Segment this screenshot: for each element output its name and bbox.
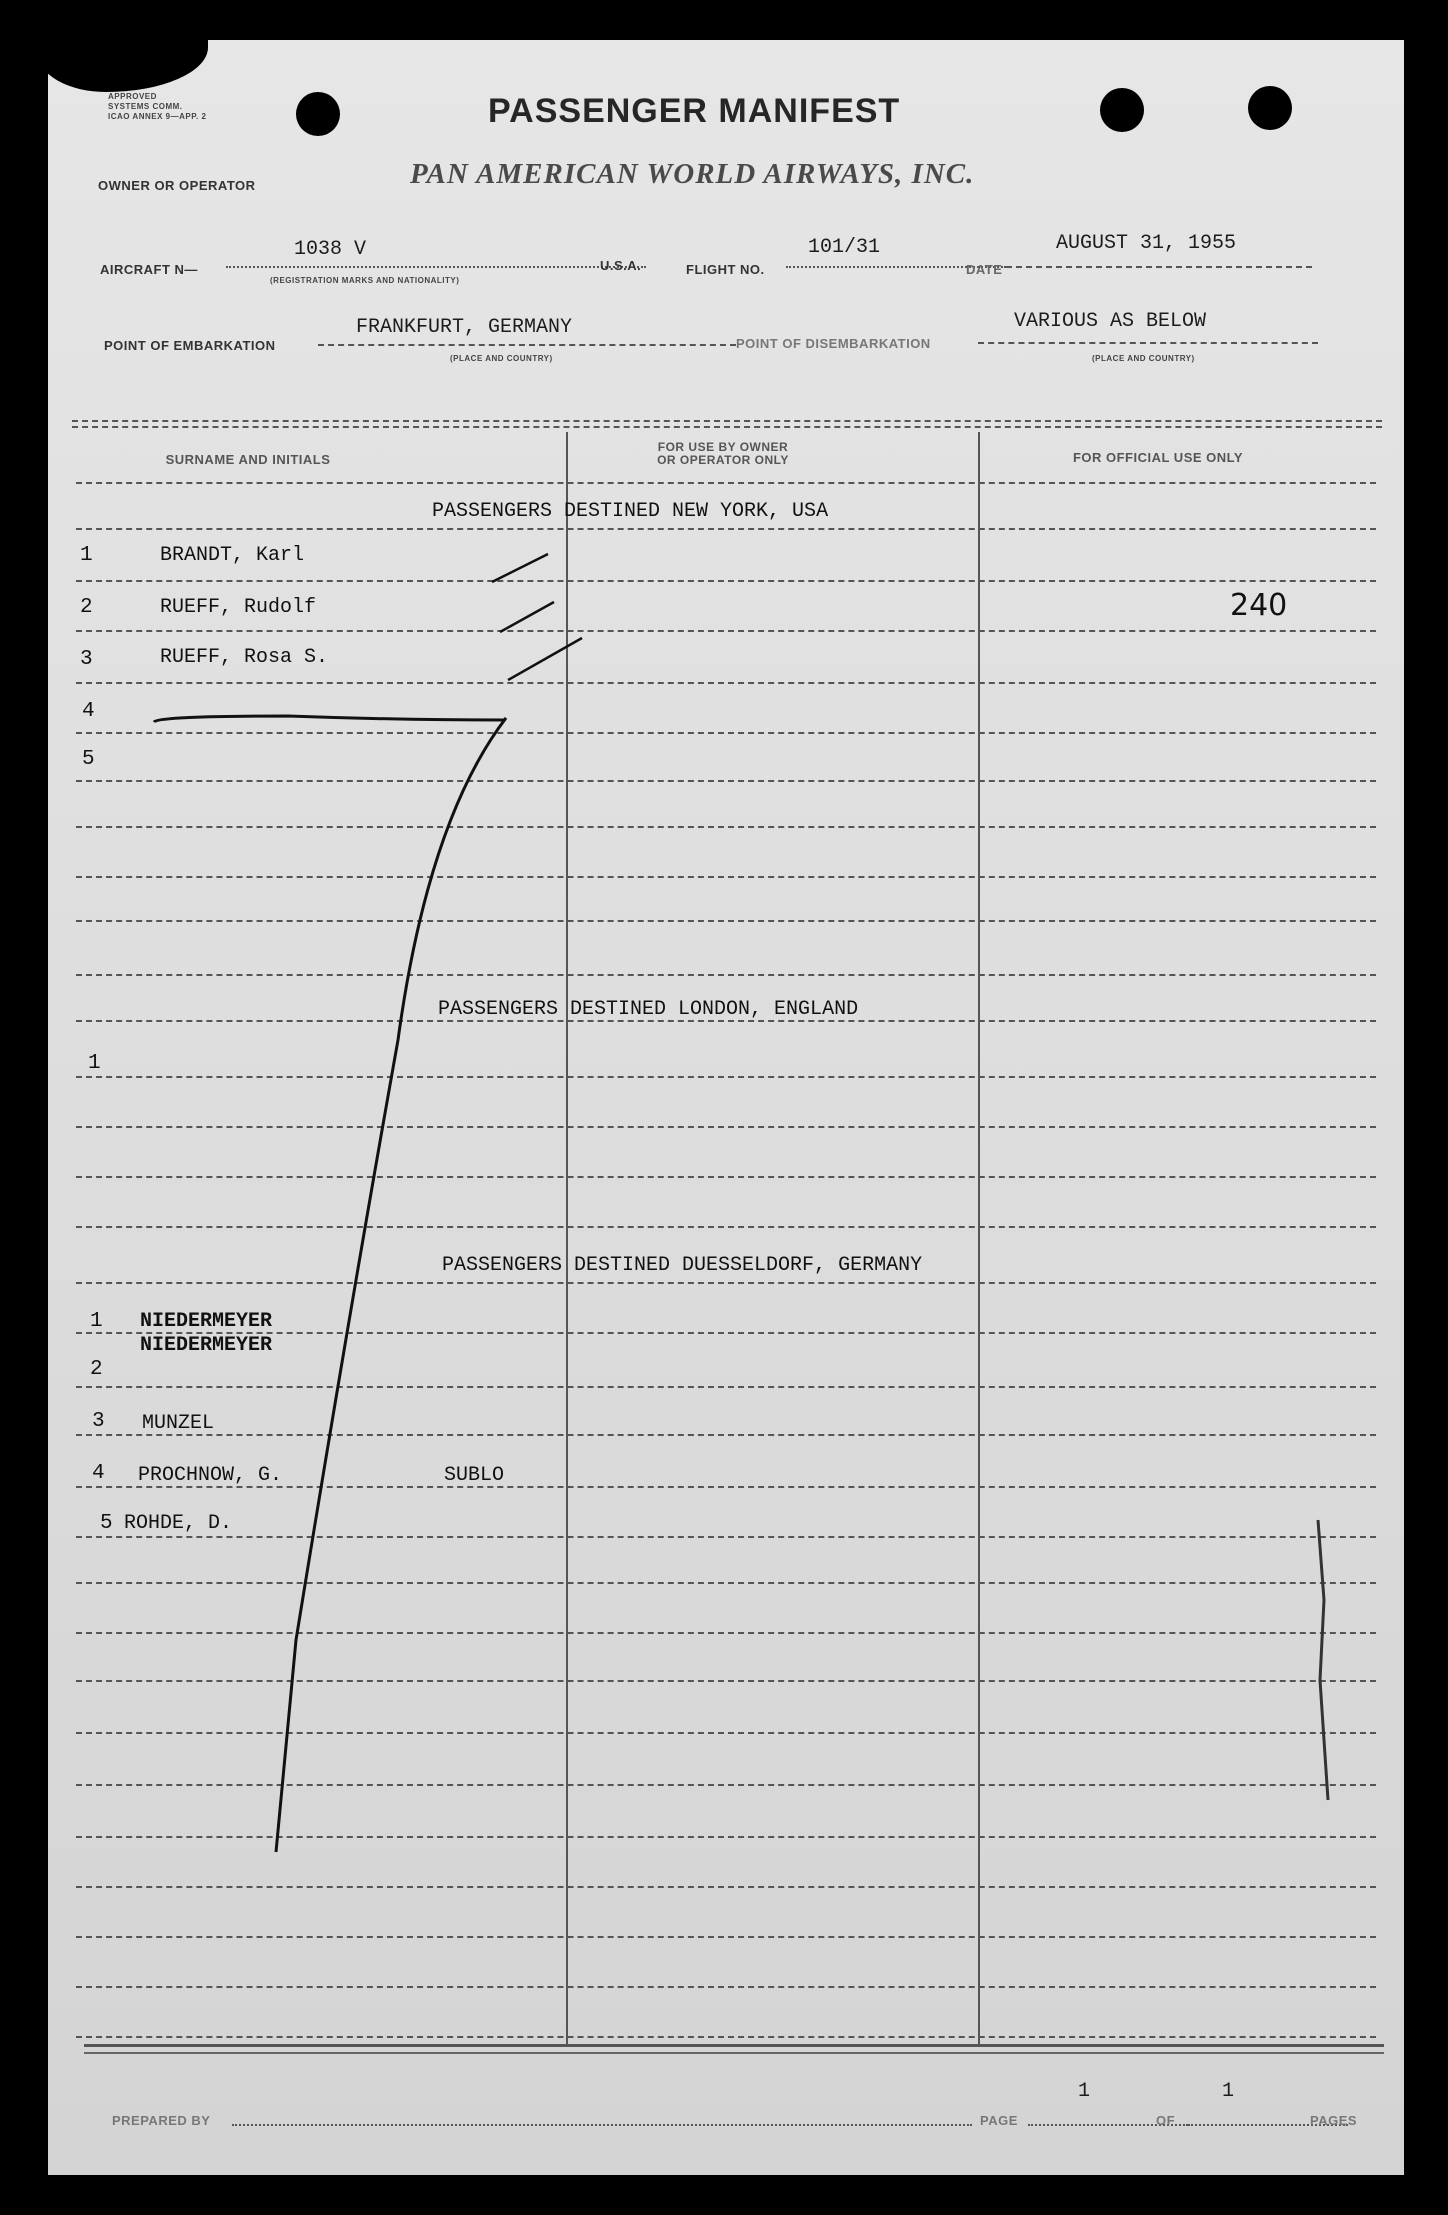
row-number: 1 xyxy=(90,1310,103,1333)
row-number: 5 xyxy=(100,1512,113,1535)
section-heading: PASSENGERS DESTINED LONDON, ENGLAND xyxy=(438,998,859,1021)
registration-caption: (REGISTRATION MARKS AND NATIONALITY) xyxy=(270,276,460,285)
embark-label: POINT OF EMBARKATION xyxy=(104,338,276,353)
passenger-name: MUNZEL xyxy=(142,1412,215,1435)
embark-value: FRANKFURT, GERMANY xyxy=(356,316,573,339)
embark-caption: (PLACE AND COUNTRY) xyxy=(450,354,553,363)
aircraft-value: 1038 V xyxy=(294,238,367,261)
passenger-name: NIEDERMEYER xyxy=(140,1310,273,1333)
owner-value: PAN AMERICAN WORLD AIRWAYS, INC. xyxy=(410,158,975,190)
approval-line: ICAO ANNEX 9—APP. 2 xyxy=(108,112,207,121)
passenger-name: RUEFF, Rudolf xyxy=(160,596,317,619)
row-number: 4 xyxy=(82,700,95,723)
flight-label: FLIGHT NO. xyxy=(686,262,765,277)
approval-line: SYSTEMS COMM. xyxy=(108,102,183,111)
official-mark: 240 xyxy=(1230,588,1288,623)
row-number: 3 xyxy=(80,648,93,671)
row-number: 2 xyxy=(80,596,93,619)
row-number: 2 xyxy=(90,1358,103,1381)
row-number: 1 xyxy=(80,544,93,567)
disembark-label: POINT OF DISEMBARKATION xyxy=(736,336,931,351)
check-mark xyxy=(508,638,582,680)
page-value: 1 xyxy=(1078,2080,1091,2103)
aircraft-label: AIRCRAFT N— xyxy=(100,262,198,277)
col-header-surname: SURNAME AND INITIALS xyxy=(165,452,331,467)
operator-note: SUBLO xyxy=(444,1464,505,1487)
passenger-name: PROCHNOW, G. xyxy=(138,1464,283,1487)
disembark-value: VARIOUS AS BELOW xyxy=(1014,310,1207,333)
prepared-label: PREPARED BY xyxy=(112,2113,211,2128)
of-label: OF xyxy=(1156,2113,1176,2128)
disembark-caption: (PLACE AND COUNTRY) xyxy=(1092,354,1195,363)
flight-value: 101/31 xyxy=(808,236,881,259)
approval-line: APPROVED xyxy=(108,92,157,101)
manifest-sheet xyxy=(48,40,1404,2175)
passenger-name: NIEDERMEYER xyxy=(140,1334,273,1357)
margin-mark xyxy=(1318,1520,1328,1800)
date-value: AUGUST 31, 1955 xyxy=(1056,232,1237,255)
owner-label: OWNER OR OPERATOR xyxy=(98,178,256,193)
pages-value: 1 xyxy=(1222,2080,1235,2103)
row-number: 5 xyxy=(82,748,95,771)
void-line xyxy=(154,716,506,1852)
col-header-official: FOR OFFICIAL USE ONLY xyxy=(1072,450,1244,465)
col-header-operator-1: FOR USE BY OWNER xyxy=(657,440,789,454)
date-label: DATE xyxy=(966,262,1003,277)
check-mark xyxy=(492,554,548,582)
passenger-name: RUEFF, Rosa S. xyxy=(160,646,329,669)
section-heading: PASSENGERS DESTINED NEW YORK, USA xyxy=(432,500,829,523)
row-number: 3 xyxy=(92,1410,105,1433)
handwritten-strokes xyxy=(48,40,1404,2175)
page-title: PASSENGER MANIFEST xyxy=(488,92,901,130)
section-heading: PASSENGERS DESTINED DUESSELDORF, GERMANY xyxy=(442,1254,923,1277)
col-header-operator-2: OR OPERATOR ONLY xyxy=(657,453,789,467)
row-number: 1 xyxy=(88,1052,101,1075)
page-label: PAGE xyxy=(980,2113,1018,2128)
check-mark xyxy=(500,602,554,632)
usa-label: U.S.A. xyxy=(600,258,642,273)
passenger-name: ROHDE, D. xyxy=(124,1512,233,1535)
passenger-name: BRANDT, Karl xyxy=(160,544,305,567)
pages-label: PAGES xyxy=(1310,2113,1358,2128)
row-number: 4 xyxy=(92,1462,105,1485)
